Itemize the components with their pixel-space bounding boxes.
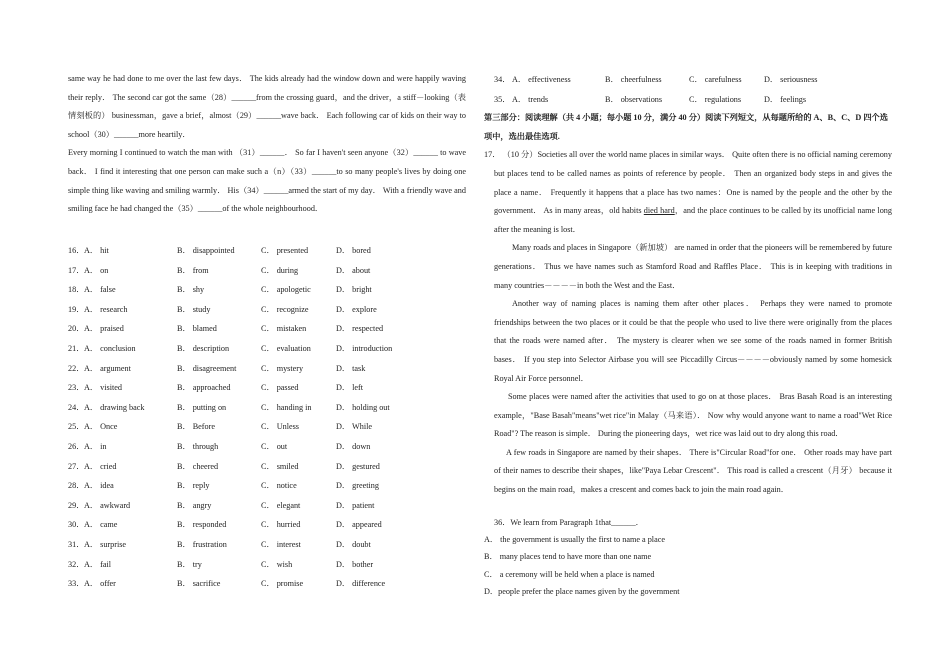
option-d: D． holding out <box>336 402 390 412</box>
option-b: B． sacrifice <box>177 579 221 589</box>
option-b: B． from <box>177 265 209 275</box>
option-a: A． praised <box>84 324 124 334</box>
option-a: A． argument <box>84 363 131 373</box>
question-number: 28． <box>68 481 85 491</box>
question-36-option-b: B． many places tend to have more than one name <box>484 552 652 562</box>
option-b: B． reply <box>177 481 210 491</box>
question-number: 27． <box>68 461 85 471</box>
option-d: D． gestured <box>336 461 380 471</box>
option-a: A． visited <box>84 383 122 393</box>
question-36-option-a: A． the government is usually the first to name a place <box>484 535 665 545</box>
question-number: 19． <box>68 304 85 314</box>
option-c: C． mistaken <box>261 324 307 334</box>
question-number: 29． <box>68 500 85 510</box>
option-c: C． Unless <box>261 422 299 432</box>
option-c: C． elegant <box>261 500 301 510</box>
question-row <box>68 280 466 300</box>
question-row <box>68 300 466 320</box>
option-b: B． Before <box>177 422 215 432</box>
option-d: D． greeting <box>336 481 379 491</box>
question-row <box>68 456 466 476</box>
option-a: A． cried <box>84 461 117 471</box>
question-row <box>68 535 466 555</box>
option-c: C． interest <box>261 539 301 549</box>
option-d: D． While <box>336 422 373 432</box>
question-number: 17． <box>68 265 85 275</box>
option-a: A． surprise <box>84 539 127 549</box>
option-b: B． responded <box>177 520 227 530</box>
question-row <box>68 574 466 594</box>
question-row <box>68 398 466 418</box>
option-a: A． Once <box>84 422 118 432</box>
option-a: A． drawing back <box>84 402 145 412</box>
question-row <box>68 554 466 574</box>
option-a: A． trends <box>512 94 549 104</box>
option-a: A． conclusion <box>84 344 136 354</box>
option-d: D． feelings <box>764 94 807 104</box>
option-c: C． during <box>261 265 299 275</box>
spacer <box>68 219 466 241</box>
option-a: A． idea <box>84 481 114 491</box>
left-column <box>68 70 466 593</box>
passage-paragraph-1 <box>484 146 892 239</box>
option-b: B． approached <box>177 383 231 393</box>
option-a: A． fail <box>84 559 112 569</box>
question-row <box>68 378 466 398</box>
option-b: B． disappointed <box>177 246 235 256</box>
passage-text: 17． （10 分）Societies all over the world name places in similar ways． Quite often there is no official naming ceremony but places tend to be called names as points of reference by people． Then an organized body steps in and gives the place a name． Frequently it happens that a place has two names：One is named by the people and the other by the government． As in many areas，old habits <box>484 150 892 216</box>
option-d: D． appeared <box>336 520 382 530</box>
option-b: B． observations <box>605 94 663 104</box>
question-number: 35． <box>494 94 511 104</box>
question-number: 32． <box>68 559 85 569</box>
passage-paragraph-4: Some places were named after the activities that used to go on at those places． Bras Basah Road is an interesting example，"Base Basah"means"wet rice"in Malay（马来语）． Now why would anyone want to name a road"Wet Rice Road"? The reason is simple． During the pioneering days，wet rice was laid out to dry along this road． <box>494 392 892 439</box>
option-a: A． came <box>84 520 118 530</box>
option-a: A． awkward <box>84 500 131 510</box>
option-b: B． frustration <box>177 539 227 549</box>
option-b: B． shy <box>177 285 205 295</box>
option-d: D． bother <box>336 559 374 569</box>
option-a: A． research <box>84 304 128 314</box>
section-title: 第三部分：阅读理解（共 4 小题；每小题 10 分，满分 40 分）阅读下列短文，从每题所给的 A、B、C、D 四个选项中，选出最佳选项. <box>484 113 888 141</box>
question-number: 18． <box>68 285 85 295</box>
question-number: 33． <box>68 579 85 589</box>
question-row <box>484 70 892 90</box>
right-column <box>484 70 892 601</box>
passage-paragraph-5: A few roads in Singapore are named by their shapes． There is"Circular Road"for one． Other roads may have part of their names to describe their shapes，like"Paya Lebar Crescent"． This road is called a crescent（月牙） because it begins on the main road，makes a crescent and comes back to join the main road again． <box>494 447 892 495</box>
option-c: C． regulations <box>689 94 742 104</box>
option-c: C． mystery <box>261 363 304 373</box>
option-c: C． promise <box>261 579 304 589</box>
option-b: B． study <box>177 304 211 314</box>
question-36-option-c: C． a ceremony will be held when a place is named <box>484 569 655 579</box>
cloze-paragraph-1: same way he had done to me over the last few days． The kids already had the window down and were happily waving their reply． The second car got the same（28）______from the crossing guard，and the driver，a stiff－looking（表情刻板的） businessman，gave a brief，almost（29）______wave back． Each following car of kids on their way to school（30）______more heartily． <box>68 74 466 139</box>
option-d: D． down <box>336 441 371 451</box>
question-36-stem: 36．We learn from Paragraph 1that______． <box>494 517 644 527</box>
option-d: D． doubt <box>336 539 371 549</box>
option-b: B． angry <box>177 500 212 510</box>
question-number: 34． <box>494 75 511 85</box>
question-number: 21． <box>68 344 85 354</box>
option-a: A． on <box>84 265 109 275</box>
option-b: B． disagreement <box>177 363 237 373</box>
cloze-options-list <box>68 241 466 594</box>
option-c: C． evaluation <box>261 344 311 354</box>
question-row <box>68 417 466 437</box>
spacer <box>484 500 892 514</box>
option-d: D． left <box>336 383 364 393</box>
question-number: 23． <box>68 383 85 393</box>
question-number: 30． <box>68 520 85 530</box>
option-c: C． passed <box>261 383 299 393</box>
option-a: A． hit <box>84 246 109 256</box>
question-number: 24． <box>68 402 85 412</box>
question-row <box>68 319 466 339</box>
question-number: 25． <box>68 422 85 432</box>
question-row <box>484 90 892 110</box>
question-row <box>68 515 466 535</box>
question-row <box>68 339 466 359</box>
option-d: D． bright <box>336 285 372 295</box>
option-b: B． try <box>177 559 202 569</box>
option-d: D． respected <box>336 324 384 334</box>
option-b: B． through <box>177 441 219 451</box>
option-c: C． out <box>261 441 288 451</box>
option-c: C． carefulness <box>689 75 742 85</box>
option-d: D． seriousness <box>764 75 818 85</box>
passage-text: ，and the place continues to be called by its unofficial name long after the meaning is lost． <box>494 206 892 234</box>
cloze-paragraph-2: Every morning I continued to watch the man with （31）______． So far I haven't seen anyone（32）______ to wave back． I find it interesting that one person can make such a（n）（33）______to so many people's lives by doing one simple thing like waving and smiling warmly． His（34）______armed the start of my day． With a friendly wave and smiling face he had changed the（35）______of the whole neighbourhood． <box>68 148 466 214</box>
question-number: 26． <box>68 441 85 451</box>
question-number: 20． <box>68 324 85 334</box>
option-b: B． cheered <box>177 461 219 471</box>
question-row <box>68 437 466 457</box>
question-row <box>68 495 466 515</box>
option-d: D． task <box>336 363 366 373</box>
option-a: A． effectiveness <box>512 75 571 85</box>
option-c: C． wish <box>261 559 293 569</box>
passage-paragraph-3: Another way of naming places is naming them after other places． Perhaps they were named to promote friendships between the two places or it could be that the people who used to live there were originally from the places that the roads were named after． The mystery is clearer when we see some of the roads named in former British bases． If you step into Selector Airbase you will see Piccadilly Circus－－－－obviously named by some homesick Royal Air Force personnel． <box>494 299 892 383</box>
option-c: C． recognize <box>261 304 309 314</box>
question-36-option-d: D．people prefer the place names given by the government <box>484 587 680 597</box>
question-row <box>68 241 466 261</box>
option-b: B． putting on <box>177 402 227 412</box>
option-d: D． about <box>336 265 371 275</box>
option-a: A． false <box>84 285 116 295</box>
option-c: C． notice <box>261 481 297 491</box>
passage-paragraph-2: Many roads and places in Singapore（新加坡） are named in order that the pioneers will be remembered by future generations． Thus we have names such as Stamford Road and Raffles Place． This is in keeping with traditions in many countries－－－－in both the West and the East． <box>494 243 892 290</box>
option-d: D． introduction <box>336 344 393 354</box>
option-c: C． smiled <box>261 461 299 471</box>
option-a: A． offer <box>84 579 116 589</box>
question-number: 16． <box>68 246 85 256</box>
option-d: D． explore <box>336 304 377 314</box>
question-number: 31． <box>68 539 85 549</box>
option-d: D． difference <box>336 579 386 589</box>
option-c: C． handing in <box>261 402 312 412</box>
question-row <box>68 476 466 496</box>
question-row <box>68 260 466 280</box>
option-b: B． cheerfulness <box>605 75 662 85</box>
question-row <box>68 358 466 378</box>
option-a: A． in <box>84 441 107 451</box>
option-b: B． blamed <box>177 324 217 334</box>
option-c: C． hurried <box>261 520 301 530</box>
option-c: C． apologetic <box>261 285 311 295</box>
option-d: D． bored <box>336 246 371 256</box>
option-c: C． presented <box>261 246 309 256</box>
option-b: B． description <box>177 344 230 354</box>
option-d: D． patient <box>336 500 375 510</box>
question-number: 22． <box>68 363 85 373</box>
underlined-phrase: died hard <box>643 206 675 216</box>
